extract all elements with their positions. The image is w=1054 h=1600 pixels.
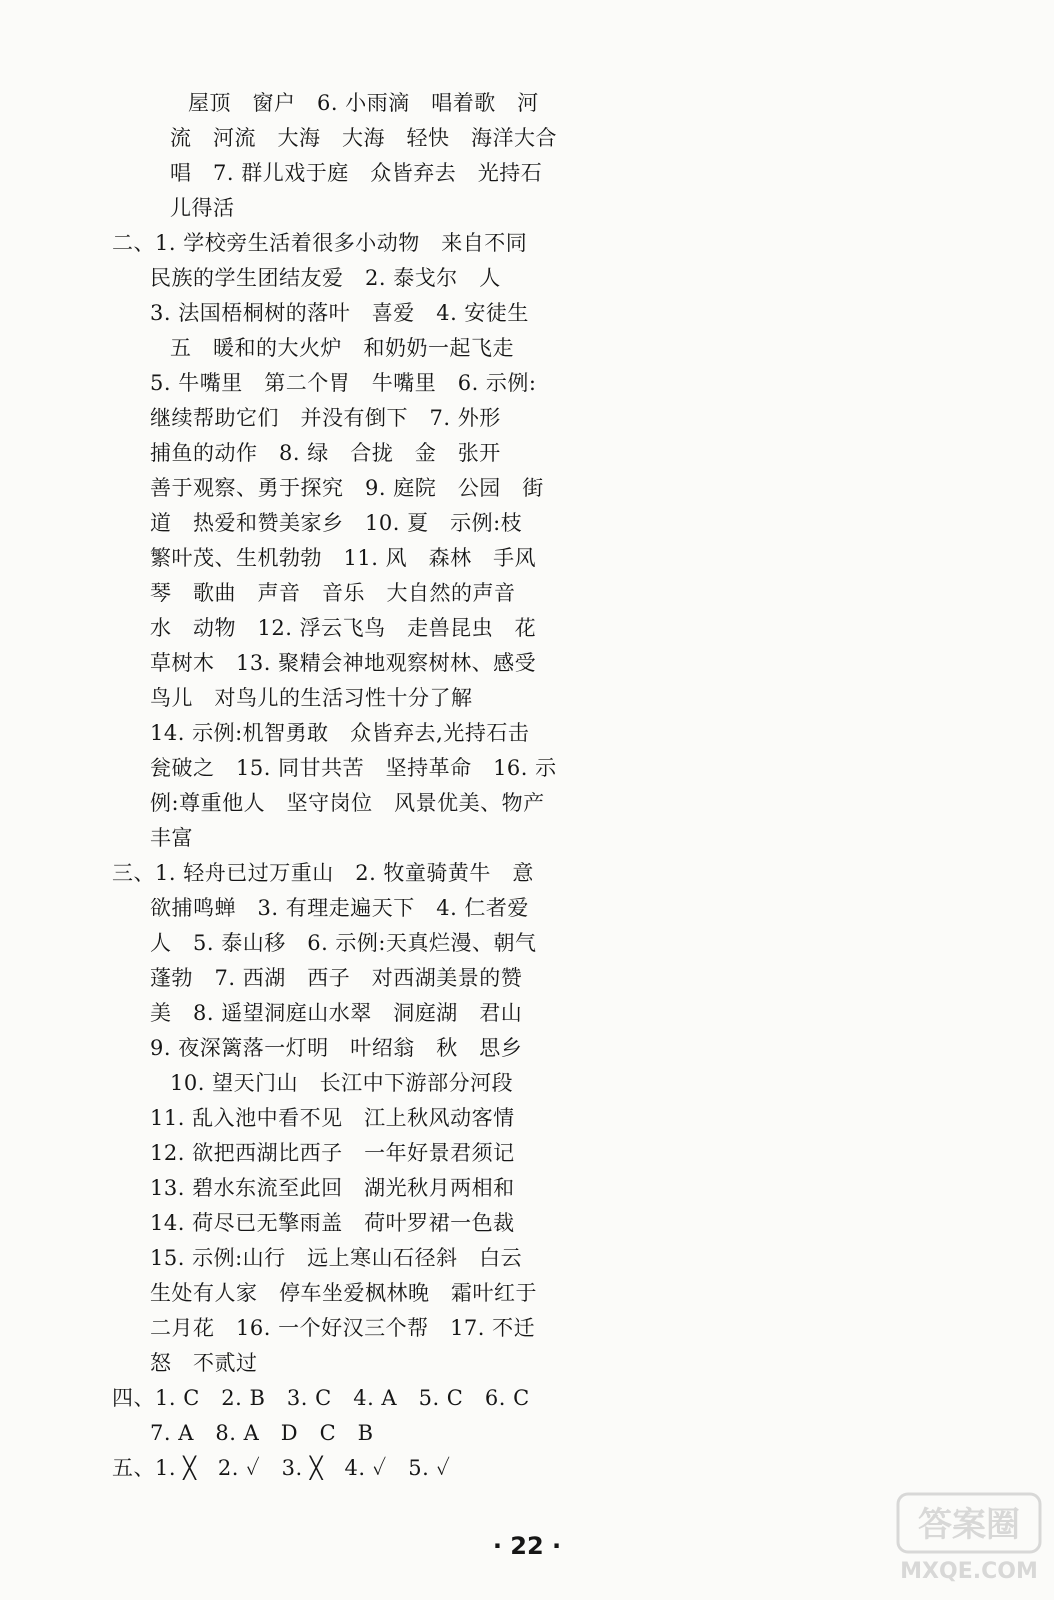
text-line: 流 河流 大海 大海 轻快 海洋大合 (170, 126, 557, 150)
text-line: 7. A 8. A D C B (150, 1421, 374, 1445)
text-line: 五、1. ╳ 2. ✓ 3. ╳ 4. ✓ 5. ✓ (112, 1456, 451, 1480)
text-line: 五 暖和的大火炉 和奶奶一起飞走 (170, 336, 514, 360)
text-line: 四、1. C 2. B 3. C 4. A 5. C 6. C (112, 1386, 530, 1410)
text-line: 14. 示例:机智勇敢 众皆弃去,光持石击 (150, 721, 530, 745)
text-line: 欲捕鸣蝉 3. 有理走遍天下 4. 仁者爱 (150, 896, 529, 920)
text-line: 屋顶 窗户 6. 小雨滴 唱着歌 河 (188, 91, 539, 115)
text-line: 二月花 16. 一个好汉三个帮 17. 不迁 (150, 1316, 536, 1340)
text-line: 瓮破之 15. 同甘共苦 坚持革命 16. 示 (150, 756, 557, 780)
text-line: 鸟儿 对鸟儿的生活习性十分了解 (150, 686, 473, 710)
text-line: 怒 不贰过 (150, 1351, 258, 1375)
text-line: 15. 示例:山行 远上寒山石径斜 白云 (150, 1246, 523, 1270)
watermark-text-top: 答案圈 (918, 1505, 1020, 1545)
text-line: 人 5. 泰山移 6. 示例:天真烂漫、朝气 (150, 931, 537, 955)
watermark-text-bottom: MXQE.COM (900, 1559, 1038, 1584)
text-line: 5. 牛嘴里 第二个胃 牛嘴里 6. 示例: (150, 371, 537, 395)
text-line: 善于观察、勇于探究 9. 庭院 公园 街 (150, 476, 544, 500)
text-line: 14. 荷尽已无擎雨盖 荷叶罗裙一色裁 (150, 1211, 515, 1235)
text-line: 13. 碧水东流至此回 湖光秋月两相和 (150, 1176, 515, 1200)
stamp-logo-icon (894, 1488, 1044, 1588)
text-line: 12. 欲把西湖比西子 一年好景君须记 (150, 1141, 515, 1165)
text-line: 道 热爱和赞美家乡 10. 夏 示例:枝 (150, 511, 523, 535)
text-line: 儿得活 (170, 196, 235, 220)
text-line: 例:尊重他人 坚守岗位 风景优美、物产 (150, 791, 545, 815)
text-line: 繁叶茂、生机勃勃 11. 风 森林 手风 (150, 546, 537, 570)
text-line: 继续帮助它们 并没有倒下 7. 外形 (150, 406, 501, 430)
text-line: 蓬勃 7. 西湖 西子 对西湖美景的赞 (150, 966, 523, 990)
text-line: 唱 7. 群儿戏于庭 众皆弃去 光持石 (170, 161, 543, 185)
text-line: 生处有人家 停车坐爱枫林晚 霜叶红于 (150, 1281, 537, 1305)
text-line: 二、1. 学校旁生活着很多小动物 来自不同 (112, 231, 528, 255)
text-line: 民族的学生团结友爱 2. 泰戈尔 人 (150, 266, 501, 290)
text-line: 美 8. 遥望洞庭山水翠 洞庭湖 君山 (150, 1001, 523, 1025)
text-line: 水 动物 12. 浮云飞鸟 走兽昆虫 花 (150, 616, 537, 640)
text-line: 三、1. 轻舟已过万重山 2. 牧童骑黄牛 意 (112, 861, 534, 885)
text-line: 10. 望天门山 长江中下游部分河段 (170, 1071, 514, 1095)
text-line: 3. 法国梧桐树的落叶 喜爱 4. 安徒生 (150, 301, 529, 325)
text-line: 9. 夜深篱落一灯明 叶绍翁 秋 思乡 (150, 1036, 523, 1060)
page-number: · 22 · (492, 1532, 562, 1560)
text-line: 丰富 (150, 826, 193, 850)
text-line: 捕鱼的动作 8. 绿 合拢 金 张开 (150, 441, 501, 465)
text-line: 琴 歌曲 声音 音乐 大自然的声音 (150, 581, 516, 605)
text-line: 11. 乱入池中看不见 江上秋风动客情 (150, 1106, 515, 1130)
text-line: 草树木 13. 聚精会神地观察树林、感受 (150, 651, 537, 675)
